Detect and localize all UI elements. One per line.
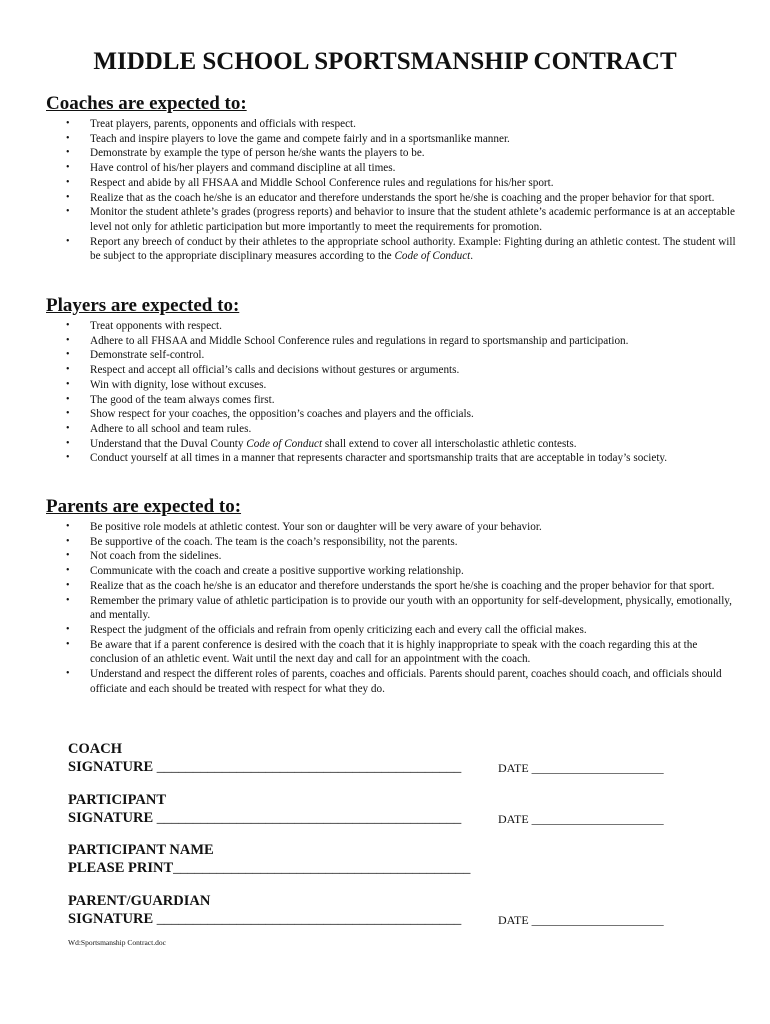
bullet-icon: • xyxy=(66,364,70,376)
parent-signature-label: PARENT/GUARDIAN SIGNATURE __________________________________________ xyxy=(68,893,462,927)
coach-date-field[interactable]: ______________________ xyxy=(531,761,664,775)
list-item: • Have control of his/her players and command discipline at all times. xyxy=(66,162,396,175)
bullet-icon: • xyxy=(66,132,70,144)
parents-section xyxy=(46,496,736,696)
participant-date-field[interactable]: ______________________ xyxy=(531,812,664,826)
parents-list xyxy=(46,520,736,696)
bullet-icon: • xyxy=(66,176,70,188)
bullet-icon: • xyxy=(66,408,70,420)
list-item: • Report any breech of conduct by their athletes to the appropriate school authority. Example: Fighting during an athletic contest. The student will be subject to the appropriate disciplinary measures according to the Code of Conduct. xyxy=(66,235,736,263)
footer-filename: Wd:Sportsmanship Contract.doc xyxy=(68,938,166,947)
participant-name-label: PARTICIPANT NAME PLEASE PRINT_________________________________________ xyxy=(68,842,471,876)
bullet-icon: • xyxy=(66,668,70,680)
bullet-icon: • xyxy=(66,594,70,606)
list-item: • Respect the judgment of the officials and refrain from openly criticizing each and every call the official makes. xyxy=(66,623,587,636)
bullet-icon: • xyxy=(66,320,70,331)
bullet-icon: • xyxy=(66,623,70,635)
bullet-icon: • xyxy=(66,334,70,346)
coaches-list xyxy=(46,117,736,264)
list-item: • Teach and inspire players to love the game and compete fairly and in a sportsmanlike manner. xyxy=(66,132,510,145)
coaches-heading: Coaches are expected to: xyxy=(46,93,247,114)
list-item: • Not coach from the sidelines. xyxy=(66,550,222,563)
bullet-icon: • xyxy=(66,235,70,247)
list-item: • Communicate with the coach and create a positive supportive working relationship. xyxy=(66,565,464,578)
coach-signature-field[interactable]: __________________________________________ xyxy=(156,759,462,775)
list-item: • Treat players, parents, opponents and officials with respect. xyxy=(66,118,356,130)
bullet-icon: • xyxy=(66,550,70,562)
list-item: • Demonstrate self-control. xyxy=(66,349,205,362)
list-item: • Understand and respect the different roles of parents, coaches and officials. Parents should parent, coaches should coach, and officials should officiate and each should be treated with respect for what they do. xyxy=(66,668,722,695)
bullet-icon: • xyxy=(66,638,70,650)
list-item: • Win with dignity, lose without excuses. xyxy=(66,378,267,391)
parent-date-field[interactable]: ______________________ xyxy=(531,913,664,927)
bullet-icon: • xyxy=(66,535,70,547)
players-list xyxy=(46,319,736,466)
list-item: • Respect and accept all official’s calls and decisions without gestures or arguments. xyxy=(66,364,460,377)
coach-signature-label: COACH SIGNATURE __________________________________________ xyxy=(68,741,462,775)
list-item: • Show respect for your coaches, the opposition’s coaches and players and the officials. xyxy=(66,408,474,421)
bullet-icon: • xyxy=(66,349,70,361)
list-item: • Realize that as the coach he/she is an educator and therefore understands the sport he/she is coaching and the proper behavior for that sport. xyxy=(66,191,715,204)
bullet-icon: • xyxy=(66,437,70,449)
parent-signature-field[interactable]: __________________________________________ xyxy=(156,911,462,927)
bullet-icon: • xyxy=(66,206,70,218)
bullet-icon: • xyxy=(66,579,70,591)
list-item: • Treat opponents with respect. xyxy=(66,320,222,332)
list-item: • Conduct yourself at all times in a manner that represents character and sportsmanship traits that are acceptable in today’s society. xyxy=(66,452,668,465)
players-heading: Players are expected to: xyxy=(46,295,240,316)
parents-heading: Parents are expected to: xyxy=(46,496,242,517)
parent-date: DATE ______________________ xyxy=(498,913,664,927)
list-item: • Monitor the student athlete’s grades (progress reports) and behavior to insure that the student athlete’s academic performance is at an acceptable level not only for athletic participation but more importantly to meet the requirements for promotion. xyxy=(66,206,735,233)
participant-signature-field[interactable]: __________________________________________ xyxy=(156,810,462,826)
bullet-icon: • xyxy=(66,118,70,129)
list-item: • Adhere to all FHSAA and Middle School Conference rules and regulations in regard to sportsmanship and participation. xyxy=(66,334,629,347)
bullet-icon: • xyxy=(66,452,70,464)
participant-name-field[interactable]: _________________________________________ xyxy=(173,860,471,876)
list-item: • Demonstrate by example the type of person he/she wants the players to be. xyxy=(66,147,425,160)
participant-date: DATE ______________________ xyxy=(498,812,664,826)
coach-date: DATE ______________________ xyxy=(498,761,664,775)
bullet-icon: • xyxy=(66,191,70,203)
list-item: • Be aware that if a parent conference is desired with the coach that it is highly inappropriate to speak with the coach regarding this at the conclusion of an athletic event. Wait until the next day and call for an appointment with the coach. xyxy=(66,638,698,666)
bullet-icon: • xyxy=(66,422,70,434)
list-item: • Remember the primary value of athletic participation is to provide our youth with an opportunity for self-development, physically, emotionally, and mentally. xyxy=(66,594,732,622)
participant-signature-label: PARTICIPANT SIGNATURE __________________________________________ xyxy=(68,792,462,826)
bullet-icon: • xyxy=(66,147,70,159)
bullet-icon: • xyxy=(66,565,70,577)
bullet-icon: • xyxy=(66,521,70,532)
list-item: • Adhere to all school and team rules. xyxy=(66,422,252,435)
bullet-icon: • xyxy=(66,378,70,390)
bullet-icon: • xyxy=(66,393,70,405)
coaches-section xyxy=(46,93,736,264)
list-item: • Realize that as the coach he/she is an educator and therefore understands the sport he/she is coaching and the proper behavior for that sport. xyxy=(66,579,715,592)
players-section xyxy=(46,295,736,466)
list-item: • Be positive role models at athletic contest. Your son or daughter will be very aware of your behavior. xyxy=(66,521,542,533)
list-item: • Understand that the Duval County Code of Conduct shall extend to cover all interscholastic athletic contests. xyxy=(66,437,577,450)
list-item: • The good of the team always comes first. xyxy=(66,393,275,406)
list-item: • Respect and abide by all FHSAA and Middle School Conference rules and regulations for his/her sport. xyxy=(66,176,554,189)
bullet-icon: • xyxy=(66,162,70,174)
page-title: MIDDLE SCHOOL SPORTSMANSHIP CONTRACT xyxy=(93,48,677,75)
list-item: • Be supportive of the coach. The team is the coach’s responsibility, not the parents. xyxy=(66,535,458,548)
